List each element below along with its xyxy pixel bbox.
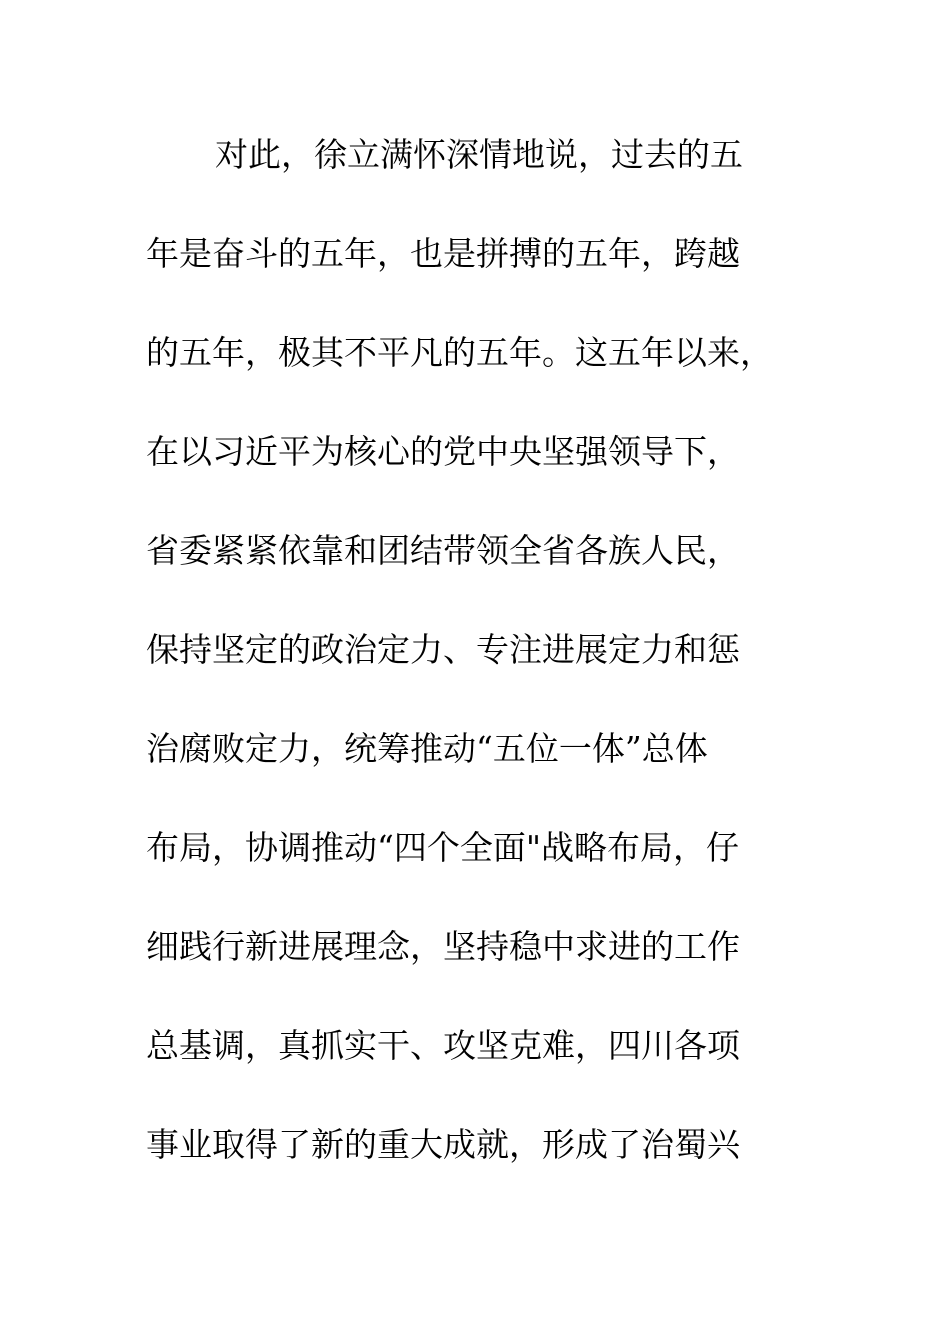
text-line: 年是奋斗的五年，也是拼搏的五年，跨越: [146, 234, 740, 273]
text-line: 在以习近平为核心的党中央坚强领导下，: [146, 432, 740, 471]
text-line: 总基调，真抓实干、攻坚克难，四川各项: [146, 1026, 740, 1065]
text-line: 治腐败定力，统筹推动“五位一体”总体: [146, 729, 708, 768]
text-line: 保持坚定的政治定力、专注进展定力和惩: [146, 630, 740, 669]
body-paragraph: [146, 125, 826, 1214]
text-line: 布局，协调推动“四个全面"战略布局，仔: [146, 828, 740, 867]
text-line: 省委紧紧依靠和团结带领全省各族人民，: [146, 531, 740, 570]
text-line: 对此，徐立满怀深情地说，过去的五: [215, 135, 743, 174]
text-line: 事业取得了新的重大成就，形成了治蜀兴: [146, 1125, 740, 1164]
text-line: 细践行新进展理念，坚持稳中求进的工作: [146, 927, 740, 966]
text-line: 的五年，极其不平凡的五年。这五年以来，: [146, 333, 773, 372]
